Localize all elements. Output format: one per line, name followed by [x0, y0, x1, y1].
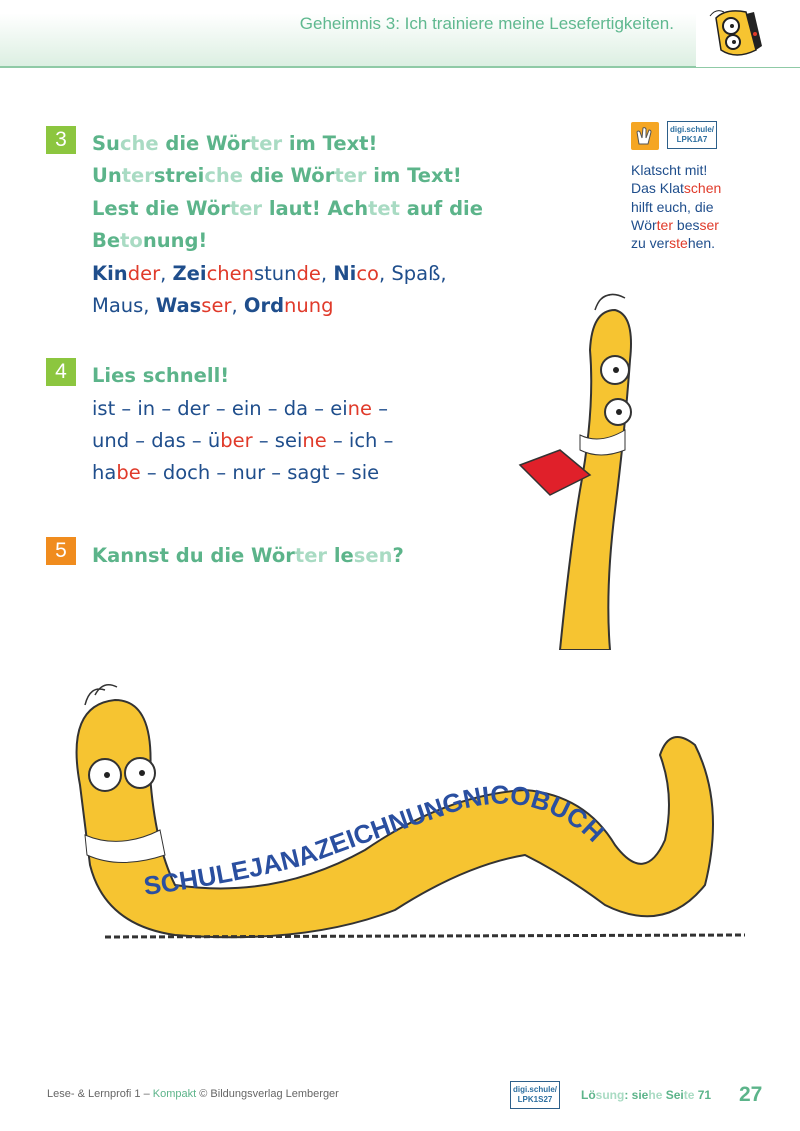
text-segment: to	[120, 229, 143, 252]
text-segment: te	[683, 1088, 695, 1102]
text-segment: ter	[249, 132, 283, 155]
text-segment: , Spaß,	[378, 262, 447, 285]
text-segment: che	[119, 132, 159, 155]
digi-schule-solution-link[interactable]	[510, 1081, 560, 1109]
text-segment: nung	[284, 294, 334, 317]
text-segment: Lest die Wör	[92, 197, 230, 220]
worm-word-text: SCHULEJANAZEICHNUNGNICOBUCH	[141, 779, 611, 901]
text-segment: – doch – nur – sagt – sie	[140, 461, 380, 484]
page-number: 27	[739, 1083, 763, 1106]
task-text-line	[92, 294, 334, 318]
clap-hands-icon	[631, 122, 659, 150]
text-segment: auf die	[399, 197, 483, 220]
text-segment: Das Klat	[631, 180, 684, 197]
sidebar-hint-line	[631, 161, 707, 179]
text-segment: ?	[392, 544, 404, 567]
text-segment: ter	[334, 164, 367, 187]
text-segment: Zei	[172, 262, 207, 285]
text-segment: der	[127, 262, 161, 285]
task-number-badge: 4	[46, 358, 76, 386]
text-segment: Klatscht mit!	[631, 162, 708, 178]
task-text-line	[92, 397, 388, 421]
text-segment: ist – in – der – ein – da – ei	[92, 397, 348, 420]
digi-link-line1: digi.schule/	[669, 125, 714, 134]
task-text-line	[92, 132, 377, 156]
task-text-line	[92, 197, 483, 221]
text-segment: Ni	[333, 262, 357, 285]
text-segment: und – das – ü	[92, 429, 221, 452]
text-segment: Wör	[631, 216, 657, 233]
copyright-kompakt: Kompakt	[152, 1088, 197, 1100]
text-segment: die Wör	[243, 164, 335, 187]
text-segment: che	[204, 164, 244, 187]
worm-mascot-logo	[696, 0, 800, 67]
text-segment: Lies schnell!	[92, 364, 230, 387]
text-segment: schen	[683, 180, 722, 197]
digi-link-code: LPK1S27	[517, 1095, 553, 1104]
text-segment: ter	[294, 544, 328, 567]
task-text-line	[92, 262, 447, 286]
sidebar-hint-line	[631, 216, 719, 234]
text-segment: Lö	[581, 1088, 596, 1102]
text-segment: le	[327, 544, 354, 567]
text-segment: ter	[656, 216, 674, 233]
text-segment: stun	[254, 262, 297, 285]
text-segment: co	[356, 262, 379, 285]
text-segment: ber	[220, 429, 253, 452]
task-text-line	[92, 461, 379, 485]
task-text-line	[92, 364, 229, 388]
text-segment: : sie	[624, 1088, 649, 1102]
text-segment: Su	[92, 132, 120, 155]
text-segment: zu ver	[631, 235, 670, 252]
text-segment: ser	[201, 294, 232, 317]
task-text-line	[92, 429, 393, 453]
task-text-line	[92, 164, 462, 188]
sidebar-hint-line	[631, 234, 715, 252]
text-segment: ,	[320, 262, 334, 285]
text-segment: 71	[694, 1088, 712, 1102]
text-segment: Was	[155, 294, 202, 317]
task-number-badge: 5	[46, 537, 76, 565]
text-segment: Ord	[243, 294, 285, 317]
text-segment: sen	[353, 544, 393, 567]
digi-schule-link[interactable]	[667, 121, 717, 149]
text-segment: he	[648, 1088, 663, 1102]
text-segment: tet	[368, 197, 400, 220]
copyright-prefix: Lese- & Lernprofi 1 –	[47, 1088, 153, 1100]
text-segment: –	[372, 397, 388, 420]
text-segment: nung!	[142, 229, 208, 252]
text-segment: ter	[229, 197, 263, 220]
text-segment: Be	[92, 229, 121, 252]
long-worm-word-illustration	[25, 645, 765, 970]
text-segment: Maus,	[92, 294, 156, 317]
text-segment: ne	[302, 429, 327, 452]
copyright-suffix: © Bildungsverlag Lemberger	[196, 1088, 339, 1100]
task-number-badge: 3	[46, 126, 76, 154]
text-segment: hen.	[687, 235, 716, 252]
text-segment: Sei	[662, 1088, 684, 1102]
digi-link-code: LPK1A7	[676, 135, 708, 144]
task-text-line	[92, 229, 207, 253]
copyright-notice	[47, 1088, 339, 1100]
text-segment: strei	[153, 164, 205, 187]
text-segment: Un	[92, 164, 122, 187]
standing-worm-reading-illustration	[500, 270, 690, 650]
text-segment: laut! Ach	[262, 197, 369, 220]
text-segment: – sei	[252, 429, 303, 452]
text-segment: ste	[669, 235, 688, 252]
text-segment: ser	[699, 216, 719, 233]
text-segment: ,	[231, 294, 244, 317]
text-segment: die Wör	[158, 132, 250, 155]
task-text-line	[92, 544, 404, 568]
page-header	[0, 0, 800, 68]
solution-reference	[581, 1088, 711, 1102]
text-segment: ,	[160, 262, 173, 285]
text-segment: Kin	[92, 262, 128, 285]
text-segment: de	[296, 262, 321, 285]
sidebar-hint-line	[631, 198, 714, 216]
text-segment: im Text!	[366, 164, 462, 187]
chapter-title: Geheimnis 3: Ich trainiere meine Lesefertigkeiten.	[299, 14, 674, 33]
text-segment: sung	[595, 1088, 625, 1102]
text-segment: im Text!	[282, 132, 378, 155]
text-segment: Kannst du die Wör	[92, 544, 295, 567]
sidebar-hint-line	[631, 179, 721, 197]
text-segment: bes	[673, 216, 700, 233]
text-segment: hilft euch, die	[631, 198, 714, 215]
digi-link-line1: digi.schule/	[512, 1085, 557, 1094]
text-segment: ne	[347, 397, 373, 420]
text-segment: ter	[121, 164, 154, 187]
text-segment: ha	[92, 461, 117, 484]
text-segment: be	[116, 461, 141, 484]
text-segment: chen	[206, 262, 254, 285]
text-segment: – ich –	[326, 429, 394, 452]
